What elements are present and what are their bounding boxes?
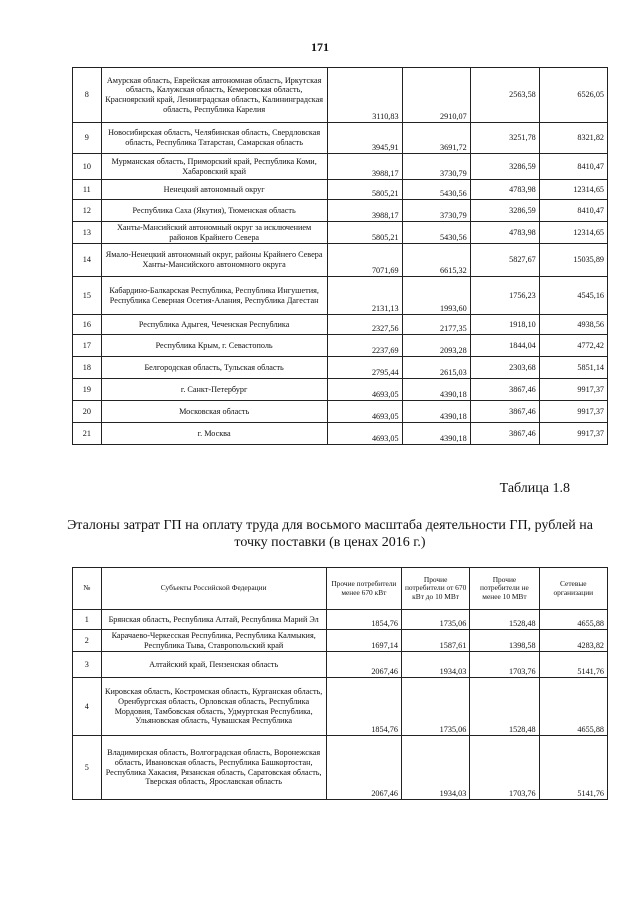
row-value-4: 5141,76 (539, 652, 607, 678)
row-value-4: 4772,42 (539, 335, 607, 357)
row-region: Ненецкий автономный округ (101, 180, 327, 200)
table-row (73, 222, 608, 244)
row-value-2: 1934,03 (401, 736, 469, 800)
row-value-4: 12314,65 (539, 222, 607, 244)
row-value-4: 4655,88 (539, 678, 607, 736)
row-number: 3 (73, 652, 102, 678)
row-number: 14 (73, 244, 102, 277)
table-row (73, 335, 608, 357)
table-header-row (73, 568, 608, 610)
row-value-4: 6526,05 (539, 68, 607, 123)
row-value-3: 4783,98 (470, 180, 539, 200)
row-region: Новосибирская область, Челябинская область, Свердловская область, Республика Татарстан, Самарская область (101, 123, 327, 154)
row-number: 19 (73, 379, 102, 401)
table-row (73, 423, 608, 445)
row-value-3: 1703,76 (470, 652, 539, 678)
row-value-1: 2237,69 (327, 335, 402, 357)
row-region: Мурманская область, Приморский край, Республика Коми, Хабаровский край (101, 154, 327, 180)
row-value-2: 1934,03 (401, 652, 469, 678)
row-value-4: 8321,82 (539, 123, 607, 154)
cost-table-continued (72, 67, 608, 445)
row-region: Кабардино-Балкарская Республика, Республика Ингушетия, Республика Северная Осетия-Алания, Республика Дагестан (101, 277, 327, 315)
row-region: Карачаево-Черкесская Республика, Республика Калмыкия, Республика Тыва, Ставропольский край (101, 630, 326, 652)
table2-body (73, 610, 608, 800)
row-region: Республика Крым, г. Севастополь (101, 335, 327, 357)
row-value-1: 1697,14 (326, 630, 401, 652)
row-value-1: 1854,76 (326, 610, 401, 630)
row-value-4: 5851,14 (539, 357, 607, 379)
row-number: 4 (73, 678, 102, 736)
row-region: Московская область (101, 401, 327, 423)
row-value-1: 5805,21 (327, 222, 402, 244)
row-value-3: 3867,46 (470, 423, 539, 445)
row-number: 18 (73, 357, 102, 379)
row-value-4: 9917,37 (539, 423, 607, 445)
row-value-1: 4693,05 (327, 423, 402, 445)
table1-body (73, 68, 608, 445)
table-label: Таблица 1.8 (499, 481, 570, 496)
row-value-4: 12314,65 (539, 180, 607, 200)
table-row (73, 154, 608, 180)
row-number: 8 (73, 68, 102, 123)
table-row (73, 180, 608, 200)
table-row (73, 123, 608, 154)
table-row (73, 200, 608, 222)
row-value-3: 3867,46 (470, 401, 539, 423)
row-value-2: 4390,18 (402, 401, 470, 423)
row-number: 1 (73, 610, 102, 630)
row-value-4: 8410,47 (539, 200, 607, 222)
table-row (73, 244, 608, 277)
table-row (73, 315, 608, 335)
row-value-2: 2615,03 (402, 357, 470, 379)
row-value-4: 9917,37 (539, 379, 607, 401)
row-value-2: 3691,72 (402, 123, 470, 154)
table-row (73, 678, 608, 736)
row-number: 10 (73, 154, 102, 180)
row-value-3: 1398,58 (470, 630, 539, 652)
row-value-4: 5141,76 (539, 736, 607, 800)
row-value-3: 2303,68 (470, 357, 539, 379)
row-value-4: 8410,47 (539, 154, 607, 180)
table-row (73, 401, 608, 423)
table-row (73, 379, 608, 401)
table-row (73, 277, 608, 315)
row-region: Алтайский край, Пензенская область (101, 652, 326, 678)
row-number: 17 (73, 335, 102, 357)
row-value-2: 1587,61 (401, 630, 469, 652)
row-value-2: 4390,18 (402, 423, 470, 445)
row-number: 13 (73, 222, 102, 244)
row-value-2: 1735,06 (401, 610, 469, 630)
row-value-4: 4545,16 (539, 277, 607, 315)
header-grid-organizations: Сетевые организации (539, 568, 607, 610)
row-number: 5 (73, 736, 102, 800)
row-region: Республика Адыгея, Чеченская Республика (101, 315, 327, 335)
row-value-2: 3730,79 (402, 154, 470, 180)
row-value-1: 4693,05 (327, 401, 402, 423)
table-row (73, 630, 608, 652)
row-value-3: 3867,46 (470, 379, 539, 401)
row-number: 21 (73, 423, 102, 445)
row-value-1: 2327,56 (327, 315, 402, 335)
row-value-1: 3110,83 (327, 68, 402, 123)
row-value-1: 3945,91 (327, 123, 402, 154)
row-value-4: 4938,56 (539, 315, 607, 335)
row-number: 20 (73, 401, 102, 423)
row-value-3: 3286,59 (470, 154, 539, 180)
row-value-1: 1854,76 (326, 678, 401, 736)
row-value-2: 4390,18 (402, 379, 470, 401)
row-value-4: 15035,89 (539, 244, 607, 277)
row-region: г. Москва (101, 423, 327, 445)
table-row (73, 652, 608, 678)
row-value-3: 1528,48 (470, 610, 539, 630)
row-number: 9 (73, 123, 102, 154)
row-value-2: 3730,79 (402, 200, 470, 222)
row-value-3: 1918,10 (470, 315, 539, 335)
row-value-3: 4783,98 (470, 222, 539, 244)
row-region: Ханты-Мансийский автономный округ за исключением районов Крайнего Севера (101, 222, 327, 244)
row-region: Республика Саха (Якутия), Тюменская область (101, 200, 327, 222)
row-value-2: 5430,56 (402, 180, 470, 200)
row-value-1: 7071,69 (327, 244, 402, 277)
page-number: 171 (311, 40, 329, 54)
row-region: Белгородская область, Тульская область (101, 357, 327, 379)
table-row (73, 610, 608, 630)
row-value-2: 1735,06 (401, 678, 469, 736)
header-medium-consumers: Прочие потребители от 670 кВт до 10 МВт (401, 568, 469, 610)
row-value-2: 2093,28 (402, 335, 470, 357)
row-value-3: 2563,58 (470, 68, 539, 123)
row-value-4: 4283,82 (539, 630, 607, 652)
cost-table-1-8 (72, 567, 608, 800)
row-region: Ямало-Ненецкий автономный округ, районы Крайнего Севера Ханты-Мансийского автономного округа (101, 244, 327, 277)
row-value-3: 1844,04 (470, 335, 539, 357)
row-region: Амурская область, Еврейская автономная область, Иркутская область, Калужская область, Кемеровская область, Красноярский край, Ленинградская область, Калининградская область, Республика Карелия (101, 68, 327, 123)
table-row (73, 68, 608, 123)
row-value-1: 4693,05 (327, 379, 402, 401)
row-region: Кировская область, Костромская область, Курганская область, Оренбургская область, Орловская область, Республика Мордовия, Тамбовская область, Удмуртская Республика, Ульяновская область, Чувашская Республика (101, 678, 326, 736)
row-value-4: 4655,88 (539, 610, 607, 630)
row-value-1: 2067,46 (326, 652, 401, 678)
row-value-3: 1756,23 (470, 277, 539, 315)
table-row (73, 736, 608, 800)
row-region: Брянская область, Республика Алтай, Республика Марий Эл (101, 610, 326, 630)
row-value-1: 2795,44 (327, 357, 402, 379)
row-value-3: 1703,76 (470, 736, 539, 800)
row-value-4: 9917,37 (539, 401, 607, 423)
row-value-3: 5827,67 (470, 244, 539, 277)
row-value-3: 1528,48 (470, 678, 539, 736)
row-region: Владимирская область, Волгоградская область, Воронежская область, Ивановская область, Республика Башкортостан, Республика Хакасия, Рязанская область, Саратовская область, Тверская область, Ярославская область (101, 736, 326, 800)
row-number: 16 (73, 315, 102, 335)
row-value-2: 6615,32 (402, 244, 470, 277)
row-value-1: 2131,13 (327, 277, 402, 315)
row-value-2: 2910,07 (402, 68, 470, 123)
row-value-3: 3286,59 (470, 200, 539, 222)
header-num: № (73, 568, 102, 610)
row-value-1: 2067,46 (326, 736, 401, 800)
row-value-2: 1993,60 (402, 277, 470, 315)
row-value-2: 2177,35 (402, 315, 470, 335)
row-number: 15 (73, 277, 102, 315)
header-small-consumers: Прочие потребители менее 670 кВт (326, 568, 401, 610)
row-value-1: 5805,21 (327, 180, 402, 200)
row-region: г. Санкт-Петербург (101, 379, 327, 401)
row-value-3: 3251,78 (470, 123, 539, 154)
row-value-1: 3988,17 (327, 154, 402, 180)
row-number: 11 (73, 180, 102, 200)
header-large-consumers: Прочие потребители не менее 10 МВт (470, 568, 539, 610)
table-row (73, 357, 608, 379)
row-number: 2 (73, 630, 102, 652)
row-number: 12 (73, 200, 102, 222)
header-region: Субъекты Российской Федерации (101, 568, 326, 610)
table-title: Эталоны затрат ГП на оплату труда для восьмого масштаба деятельности ГП, рублей на точку поставки (в ценах 2016 г.) (67, 518, 593, 550)
row-value-1: 3988,17 (327, 200, 402, 222)
row-value-2: 5430,56 (402, 222, 470, 244)
